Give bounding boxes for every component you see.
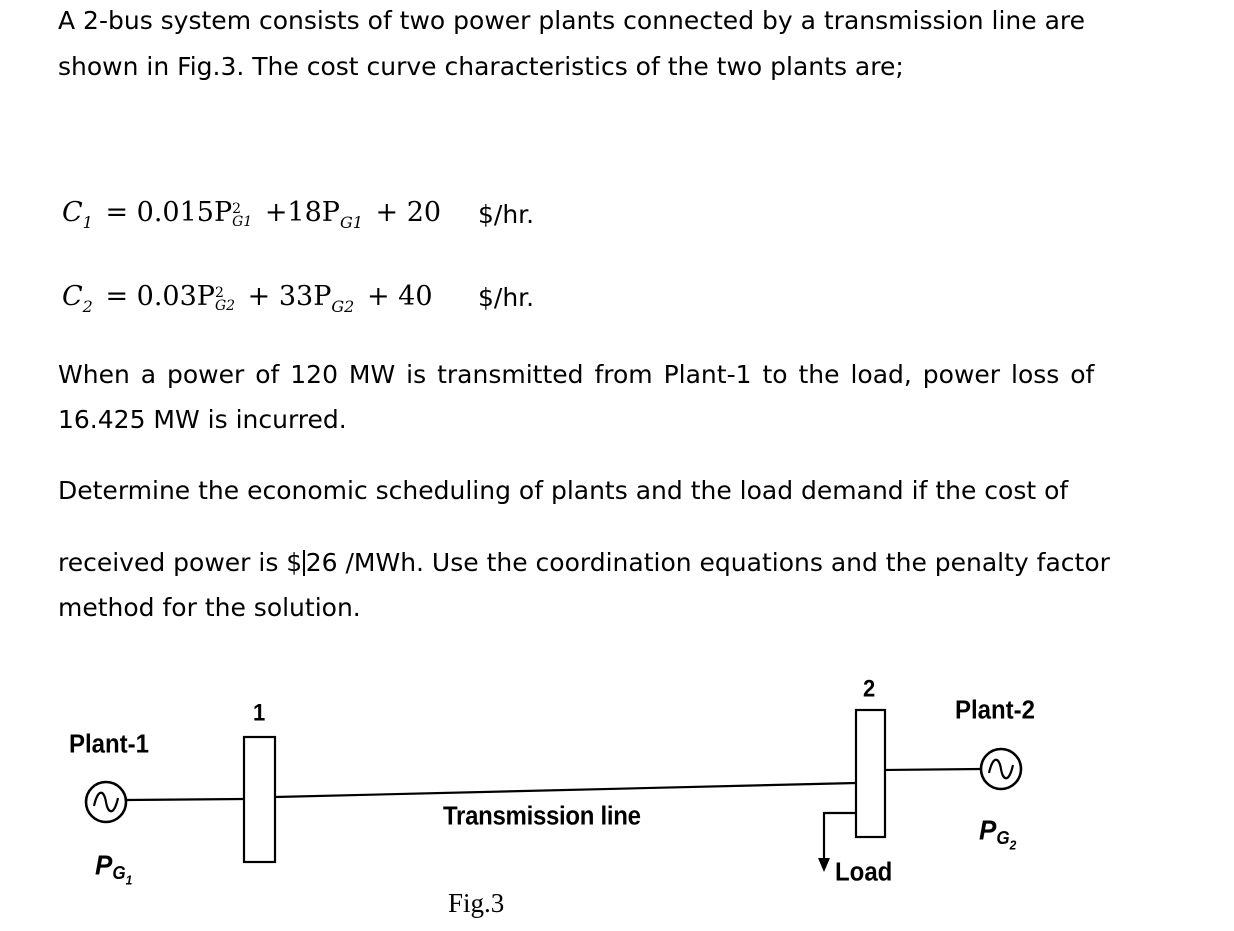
bus-2-number: 2: [863, 674, 876, 702]
pg2-label: $PG_2$: [979, 813, 1017, 853]
load-branch: [824, 813, 856, 862]
bus-1-bar: [244, 737, 275, 862]
c2-symbol: C: [62, 281, 83, 312]
para3-line-2-b: 26 /MWh. Use the coordination equations and the penalty factor: [305, 548, 1110, 577]
c1-linear-term: +18P: [264, 197, 340, 228]
c1-subscript: 1: [82, 213, 93, 232]
plant2-connector: [885, 769, 981, 770]
plant-1-label: Plant-1: [69, 729, 150, 760]
para3-line-3: method for the solution.: [58, 593, 361, 622]
c1-linear-subscript: G1: [339, 213, 363, 232]
c1-constant: + 20: [375, 197, 442, 228]
c1-unit: $/hr.: [478, 200, 535, 229]
c2-unit: $/hr.: [478, 283, 535, 312]
c2-sup-sub: 2 G2: [214, 284, 236, 314]
c2-linear-term: + 33P: [247, 281, 332, 312]
para3-line-2-a: received power is $: [58, 548, 303, 577]
c1-sup-sub: 2 G1: [232, 200, 253, 230]
transmission-line-label: Transmission line: [443, 801, 641, 832]
pg1-label: $PG_1$: [95, 848, 133, 888]
c1-quadratic-term: = 0.015P: [105, 197, 233, 228]
para2-line-1: When a power of 120 MW is transmitted from Plant-1 to the load, power loss of: [58, 360, 1095, 389]
plant-2-label: Plant-2: [955, 695, 1036, 726]
plant1-connector: [126, 799, 244, 800]
figure-caption: Fig.3: [448, 888, 505, 918]
c2-linear-subscript: G2: [331, 297, 355, 316]
intro-line-2: shown in Fig.3. The cost curve characteristics of the two plants are;: [58, 52, 904, 81]
bus-1-number: 1: [253, 698, 266, 726]
c1-symbol: C: [62, 197, 83, 228]
c2-quadratic-term: = 0.03P: [105, 281, 215, 312]
para3-line-1: Determine the economic scheduling of plants and the load demand if the cost of: [58, 476, 1069, 505]
generator-2-sine-icon: [989, 760, 1013, 779]
generator-1-sine-icon: [94, 793, 118, 812]
intro-line-1: A 2-bus system consists of two power plants connected by a transmission line are: [58, 6, 1086, 35]
load-arrow-icon: [818, 858, 830, 872]
load-label: Load: [835, 857, 893, 888]
para2-line-2: 16.425 MW is incurred.: [58, 405, 347, 434]
bus-2-bar: [856, 710, 885, 837]
c2-constant: + 40: [366, 281, 433, 312]
c2-subscript: 2: [82, 297, 93, 316]
transmission-line: [275, 783, 856, 797]
